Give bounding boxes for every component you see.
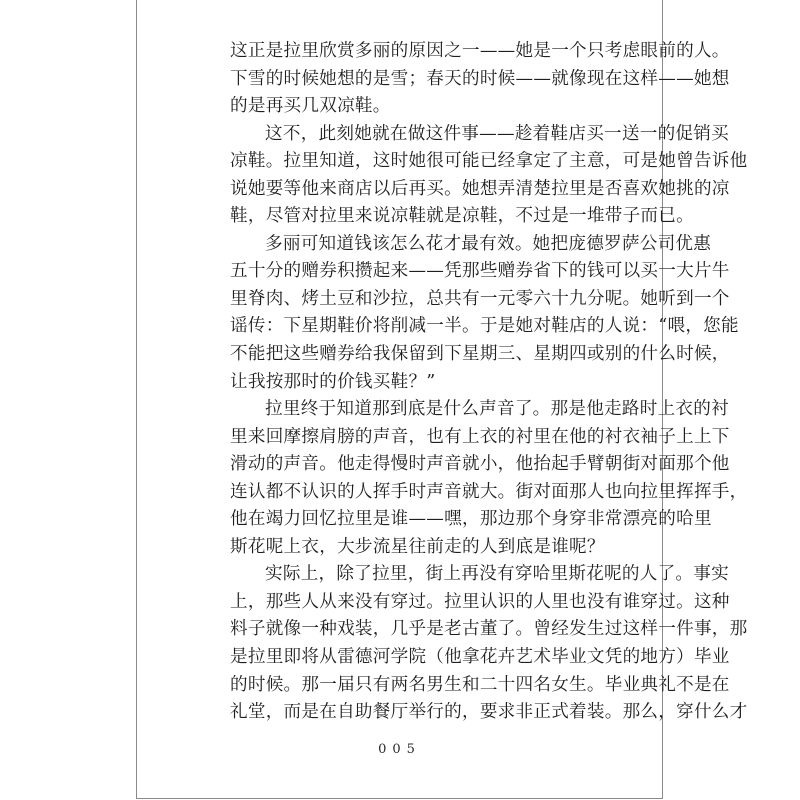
text-line: 礼堂，而是在自助餐厅举行的，要求非正式着装。那么，穿什么才 xyxy=(230,702,748,723)
book-page xyxy=(136,0,748,799)
text-line: 的是再买几双凉鞋。 xyxy=(230,96,391,117)
text-line: 滑动的声音。他走得慢时声音就小，他抬起手臂朝街对面那个他 xyxy=(230,454,730,475)
text-line: 的时候。那一届只有两名男生和二十四名女生。毕业典礼不是在 xyxy=(230,674,730,695)
text-line: 料子就像一种戏装，几乎是老古董了。曾经发生过这样一件事，那 xyxy=(230,619,748,640)
text-line: 是拉里即将从雷德河学院（他拿花卉艺术毕业文凭的地方）毕业 xyxy=(230,647,730,668)
text-line: 拉里终于知道那到底是什么声音了。那是他走路时上衣的衬 xyxy=(265,399,729,420)
text-line: 实际上，除了拉里，街上再没有穿哈里斯花呢的人了。事实 xyxy=(265,564,729,585)
text-line: 这不，此刻她就在做这件事——趁着鞋店买一送一的促销买 xyxy=(265,123,729,144)
body-text xyxy=(230,38,748,727)
text-line: 上，那些人从来没有穿过。拉里认识的人里也没有谁穿过。这种 xyxy=(230,591,730,612)
text-line: 连认都不认识的人挥手时声音就大。街对面那人也向拉里挥挥手， xyxy=(230,481,748,502)
text-line: 下雪的时候她想的是雪；春天的时候——就像现在这样——她想 xyxy=(230,68,730,89)
text-line: 这正是拉里欣赏多丽的原因之一——她是一个只考虑眼前的人。 xyxy=(230,41,730,61)
text-line: 不能把这些赠券给我保留到下星期三、星期四或别的什么时候， xyxy=(230,344,730,365)
text-line: 说她要等他来商店以后再买。她想弄清楚拉里是否喜欢她挑的凉 xyxy=(230,178,730,199)
text-line: 凉鞋。拉里知道，这时她很可能已经拿定了主意，可是她曾告诉他 xyxy=(230,151,748,172)
text-line: 里脊肉、烤土豆和沙拉，总共有一元零六十九分呢。她听到一个 xyxy=(230,288,730,309)
text-line: 让我按那时的价钱买鞋？” xyxy=(230,371,436,392)
text-line: 他在竭力回忆拉里是谁——嘿，那边那个身穿非常漂亮的哈里 xyxy=(230,509,712,530)
text-line: 多丽可知道钱该怎么花才最有效。她把庞德罗萨公司优惠 xyxy=(265,233,712,254)
text-line: 里来回摩擦肩膀的声音，也有上衣的衬里在他的衬衣袖子上上下 xyxy=(230,426,730,447)
page-number: 005 xyxy=(378,742,421,757)
text-line: 斯花呢上衣，大步流星往前走的人到底是谁呢？ xyxy=(230,536,605,557)
text-line: 鞋，尽管对拉里来说凉鞋就是凉鞋，不过是一堆带子而已。 xyxy=(230,206,694,227)
text-line: 谣传：下星期鞋价将削减一半。于是她对鞋店的人说：“喂，您能 xyxy=(230,316,739,337)
text-line: 五十分的赠券积攒起来——凭那些赠券省下的钱可以买一大片牛 xyxy=(230,261,730,282)
